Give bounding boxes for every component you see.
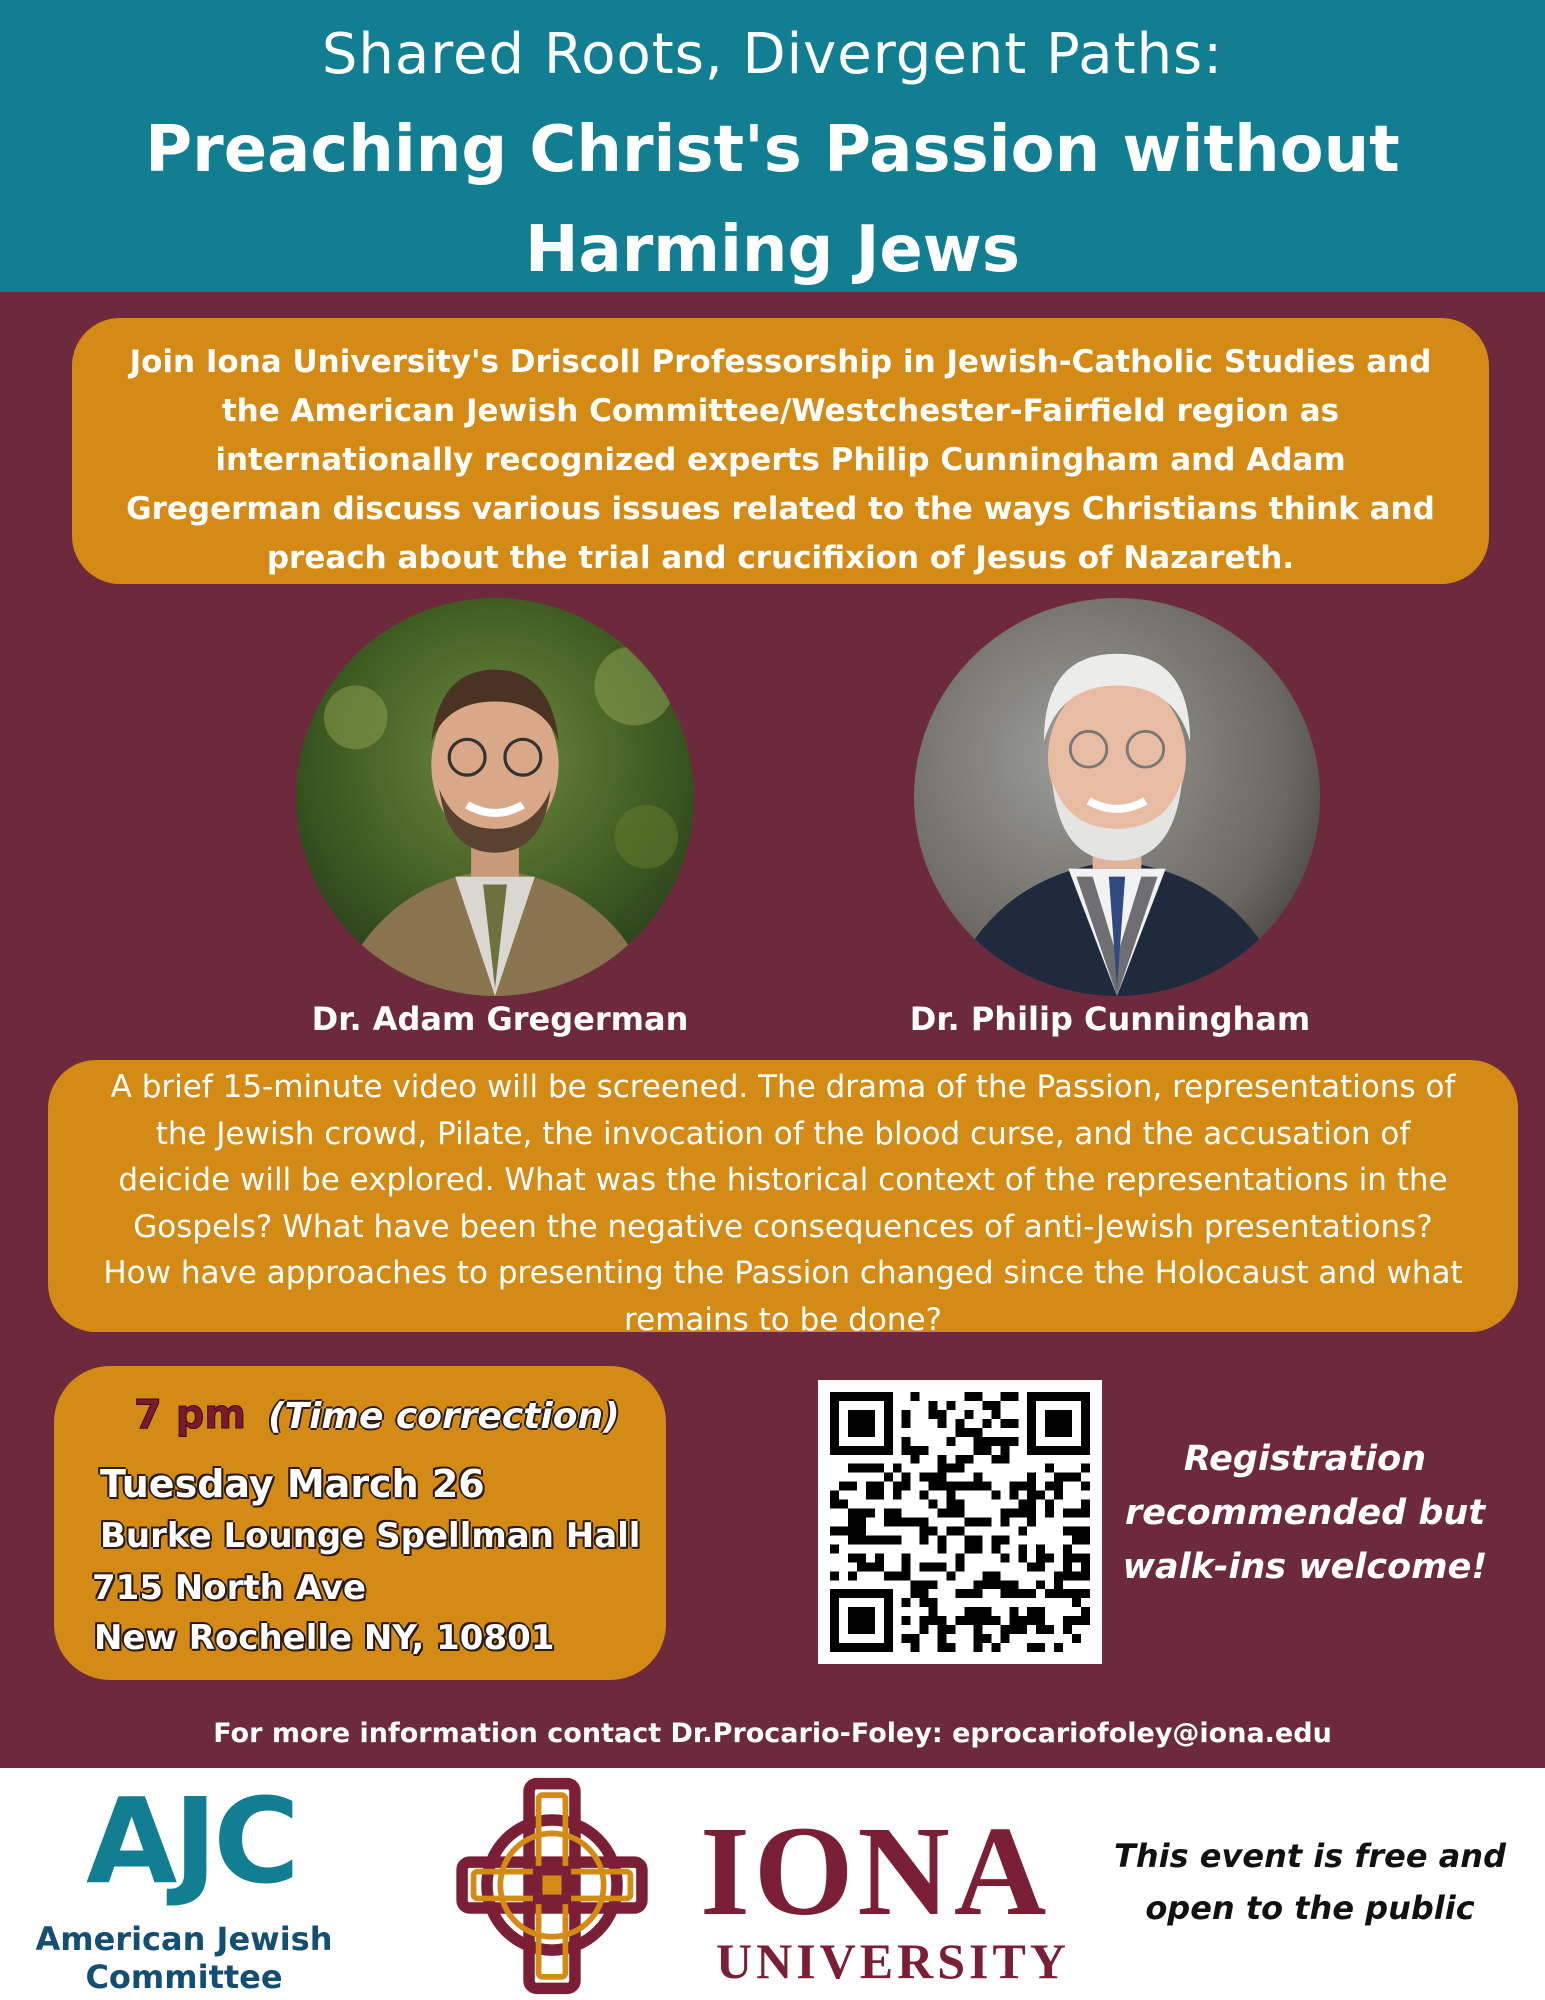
speaker-photo-cunningham	[914, 598, 1320, 996]
header-banner	[0, 0, 1545, 292]
time-row	[134, 1392, 666, 1438]
iona-celtic-cross-icon	[456, 1776, 648, 1996]
speaker-name-gregerman: Dr. Adam Gregerman	[311, 1000, 689, 1038]
free-event-note	[1100, 1830, 1520, 1934]
event-city: New Rochelle NY, 10801	[94, 1618, 555, 1658]
description-line: remains to be done?	[624, 1301, 942, 1338]
speaker-photo-gregerman	[296, 598, 694, 996]
ajc-name-line1: American Jewish	[35, 1920, 333, 1958]
intro-box	[72, 318, 1489, 584]
registration-qr-code[interactable]	[818, 1380, 1102, 1664]
ajc-name-line2: Committee	[85, 1958, 283, 1996]
intro-line: internationally recognized experts Philip Cunningham and Adam	[215, 442, 1346, 478]
description-line: deicide will be explored. What was the historical context of the representations in the	[118, 1162, 1448, 1198]
event-subtitle: Shared Roots, Divergent Paths:	[321, 22, 1224, 87]
registration-note	[1110, 1432, 1500, 1594]
iona-logo-word: IONA	[700, 1800, 1051, 1942]
intro-line: preach about the trial and crucifixion of Jesus of Nazareth.	[266, 540, 1295, 576]
intro-line: Gregerman discuss various issues related to the ways Christians think and	[126, 491, 1435, 527]
event-venue: Burke Lounge Spellman Hall	[100, 1516, 641, 1556]
event-time: 7 pm	[134, 1392, 247, 1438]
event-date: Tuesday March 26	[100, 1462, 485, 1506]
event-title-line1: Preaching Christ's Passion without	[145, 113, 1400, 187]
registration-line: recommended but	[1124, 1493, 1486, 1533]
ajc-logo-name	[14, 1920, 354, 1996]
speaker-name-cunningham: Dr. Philip Cunningham	[909, 1000, 1311, 1038]
registration-line: Registration	[1183, 1439, 1427, 1479]
ajc-logo-mark: AJC	[86, 1772, 296, 1910]
event-street: 715 North Ave	[92, 1568, 367, 1608]
contact-info: For more information contact Dr.Procario-Foley: eprocariofoley@iona.edu	[213, 1718, 1332, 1749]
event-details-box	[54, 1366, 666, 1680]
intro-line: the American Jewish Committee/Westchester-Fairfield region as	[221, 393, 1340, 429]
description-line: the Jewish crowd, Pilate, the invocation of the blood curse, and the accusation of	[155, 1115, 1411, 1152]
event-title	[120, 100, 1425, 300]
free-line1: This event is free and	[1114, 1837, 1506, 1875]
footer-logos	[0, 1768, 1545, 2000]
free-line2: open to the public	[1145, 1889, 1475, 1927]
intro-line: Join Iona University's Driscoll Professorship in Jewish-Catholic Studies and	[129, 344, 1432, 380]
time-correction-note: (Time correction)	[268, 1396, 620, 1437]
description-line: Gospels? What have been the negative consequences of anti-Jewish presentations?	[133, 1208, 1433, 1245]
event-title-line2: Harming Jews	[524, 213, 1021, 287]
description-line: A brief 15-minute video will be screened. The drama of the Passion, representations of	[110, 1069, 1456, 1105]
iona-logo-sub: UNIVERSITY	[716, 1933, 1070, 1989]
description-line: How have approaches to presenting the Passion changed since the Holocaust and what	[103, 1255, 1463, 1291]
qr-code-pattern	[830, 1392, 1090, 1652]
description-box	[48, 1060, 1518, 1338]
registration-line: walk-ins welcome!	[1122, 1547, 1488, 1587]
